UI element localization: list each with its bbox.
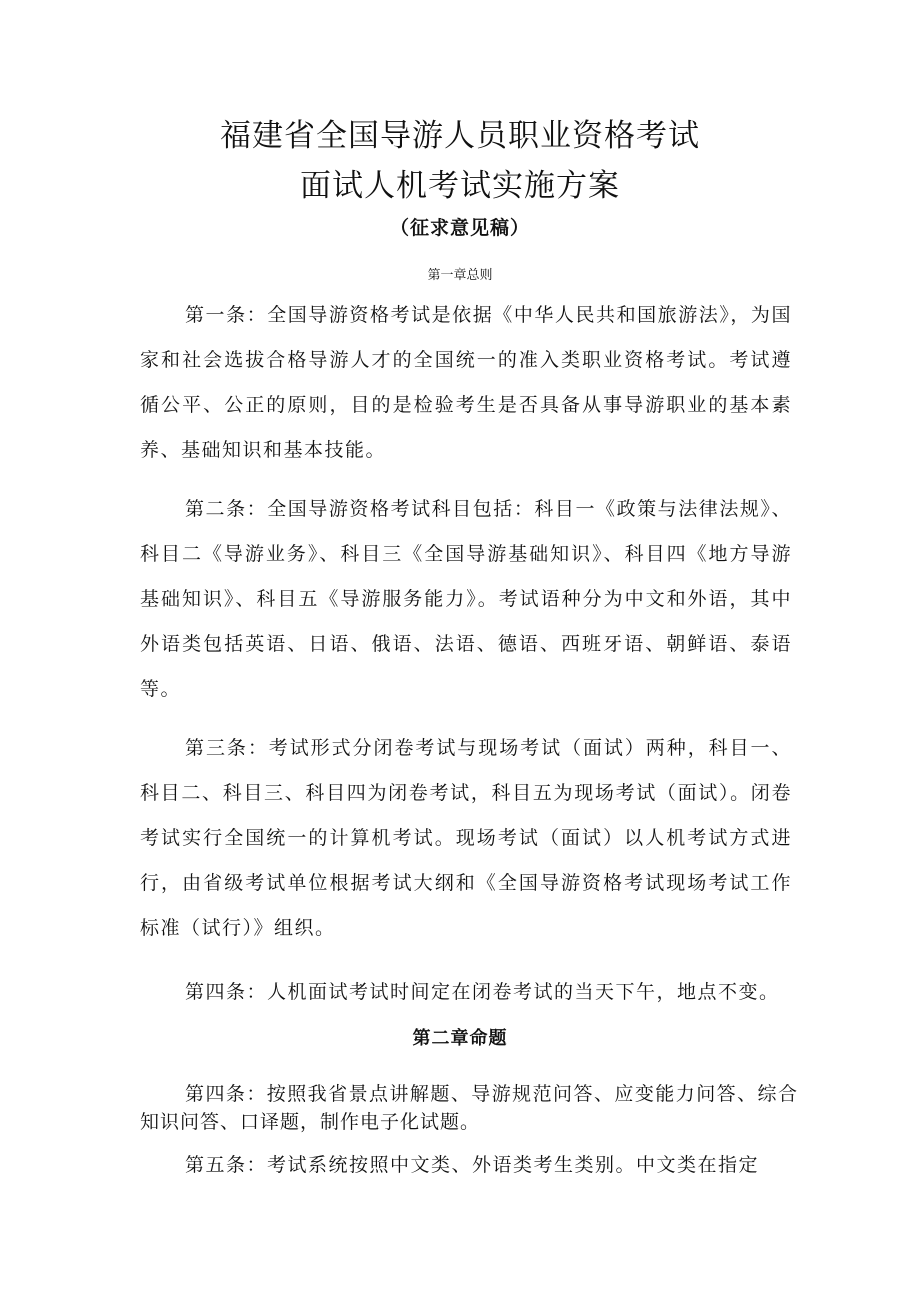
document-title-line2: 面试人机考试实施方案 [300,168,620,204]
chapter-heading-2: 第二章命题 [412,1028,508,1049]
article-paragraph: 第三条：考试形式分闭卷考试与现场考试（面试）两种，科目一、科目二、科目三、科目四为闭卷考试，科目五为现场考试（面试）。闭卷考试实行全国统一的计算机考试。现场考试（面试）以人机考试方式进行，由省级考试单位根据考试大纲和《全国导游资格考试现场考试工作标准（试行）》组织。 [140,737,792,939]
article-paragraph: 第四条：按照我省景点讲解题、导游规范问答、应变能力问答、综合知识问答、口译题，制作电子化试题。 [140,1083,798,1133]
document-title-line1: 福建省全国导游人员职业资格考试 [220,118,700,154]
article-paragraph: 第五条：考试系统按照中文类、外语类考生类别。中文类在指定 [185,1154,760,1176]
article-paragraph: 第四条：人机面试考试时间定在闭卷考试的当天下午，地点不变。 [185,981,780,1003]
article-paragraph: 第一条：全国导游资格考试是依据《中华人民共和国旅游法》，为国家和社会选拔合格导游人才的全国统一的准入类职业资格考试。考试遵循公平、公正的原则，目的是检验考生是否具备从事导游职业的基本素养、基础知识和基本技能。 [140,304,792,461]
chapter-heading-1: 第一章总则 [427,268,493,283]
article-paragraph: 第二条：全国导游资格考试科目包括：科目一《政策与法律法规》、科目二《导游业务》、科目三《全国导游基础知识》、科目四《地方导游基础知识》、科目五《导游服务能力》。考试语种分为中文和外语，其中外语类包括英语、日语、俄语、法语、德语、西班牙语、朝鲜语、泰语等。 [140,498,792,700]
document-subtitle: （征求意见稿） [389,217,530,239]
